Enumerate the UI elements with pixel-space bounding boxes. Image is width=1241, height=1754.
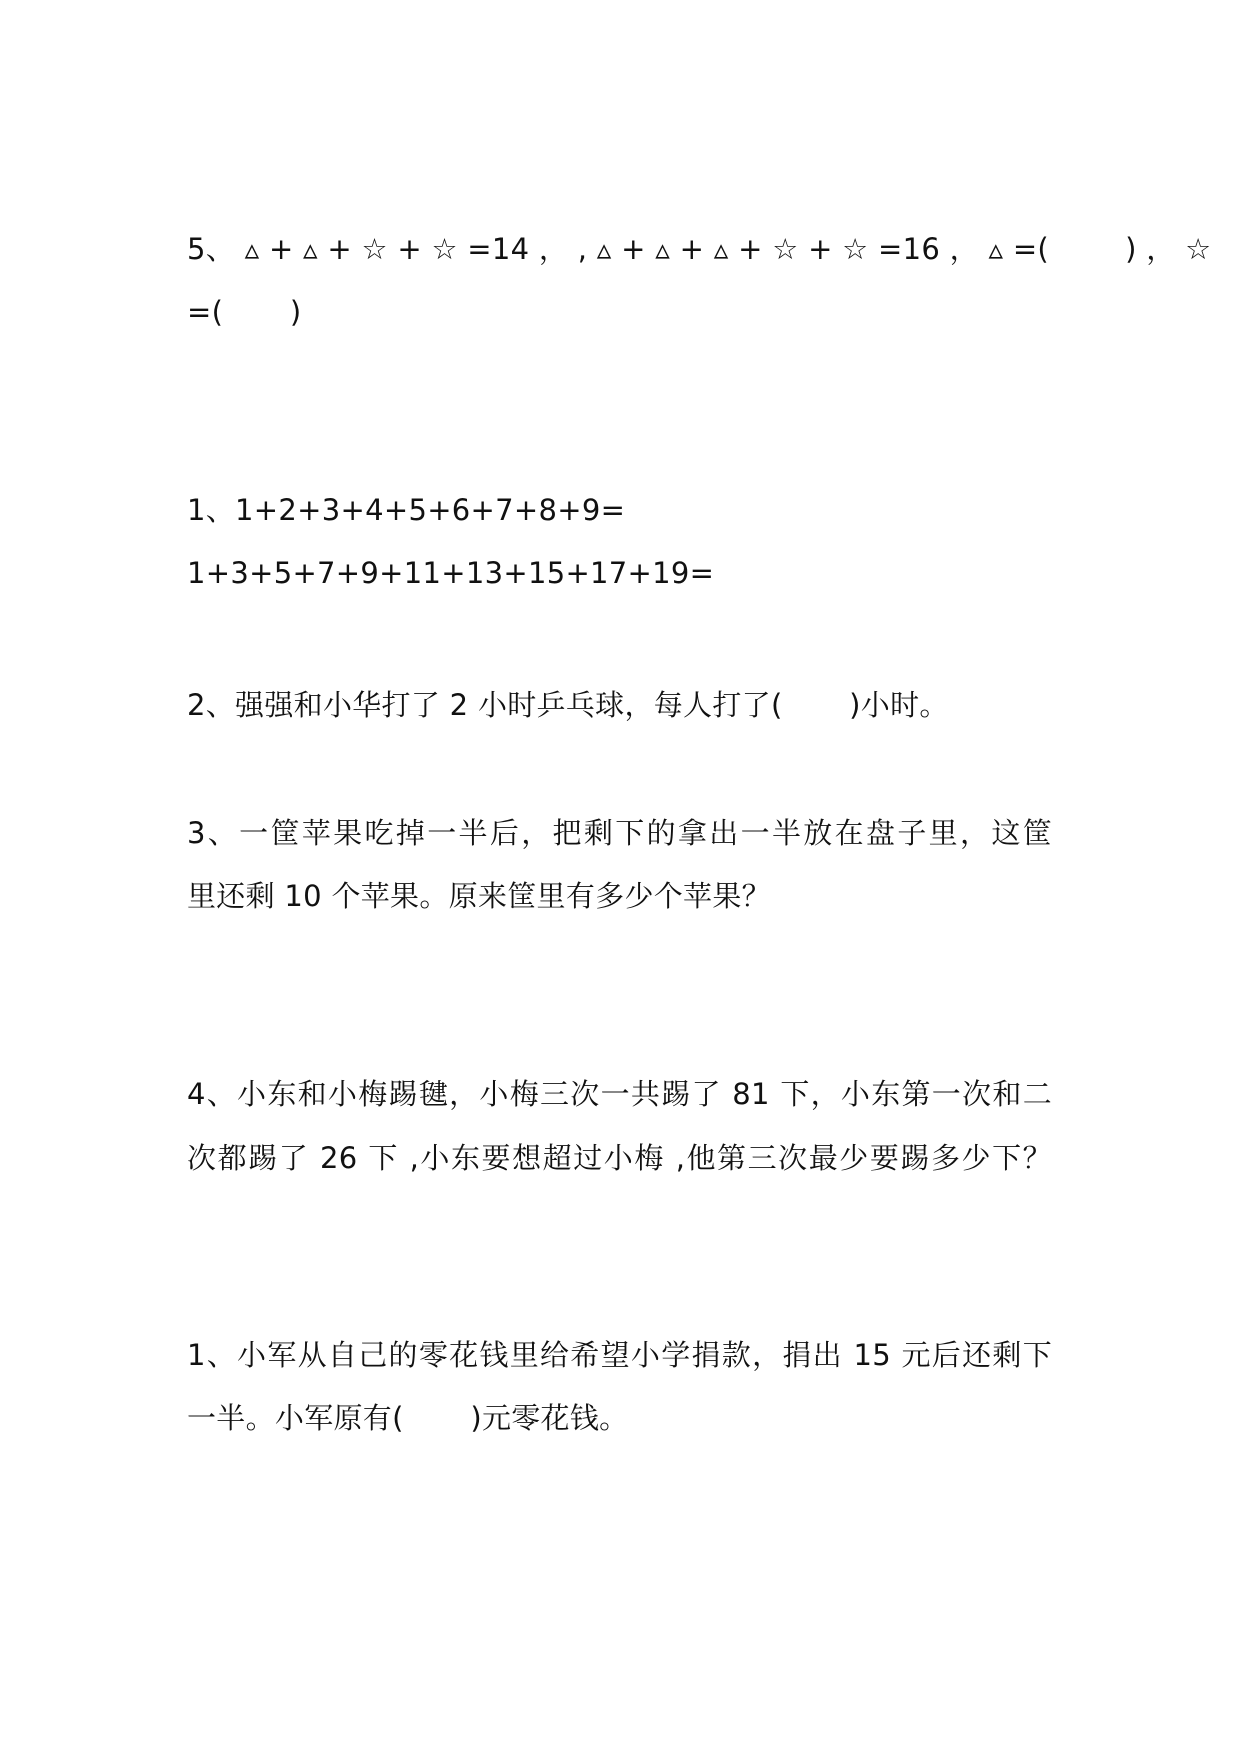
problem-3-line-2: 里还剩 10 个苹果。原来筐里有多少个苹果？ [187,879,771,913]
problem-4-line-2: 次都踢了 26 下 ,小东要想超过小梅 ,他第三次最少要踢多少下？ [187,1141,1052,1175]
problem-3-line-1: 3、一筐苹果吃掉一半后，把剩下的拿出一半放在盘子里，这筐 [187,816,1052,850]
problem-1-sums-line-1: 1、1+2+3+4+5+6+7+8+9= [187,493,626,527]
problem-5-line-2: =( ) [187,295,302,329]
problem-1-sums-line-2: 1+3+5+7+9+11+13+15+17+19= [187,556,715,590]
problem-5-line-1: 5、 ▵ + ▵ + ☆ + ☆ =14 ， , ▵ + ▵ + ▵ + ☆ + ☆ =16 ， ▵ =( ) ， ☆ [187,232,1212,266]
problem-1-allowance-line-1: 1、小军从自己的零花钱里给希望小学捐款，捐出 15 元后还剩下 [187,1338,1052,1372]
problem-2-line-1: 2、强强和小华打了 2 小时乒乓球，每人打了( )小时。 [187,688,949,722]
problem-1-allowance-line-2: 一半。小军原有( )元零花钱。 [187,1401,629,1435]
problem-4-line-1: 4、小东和小梅踢毽，小梅三次一共踢了 81 下，小东第一次和二 [187,1077,1052,1111]
